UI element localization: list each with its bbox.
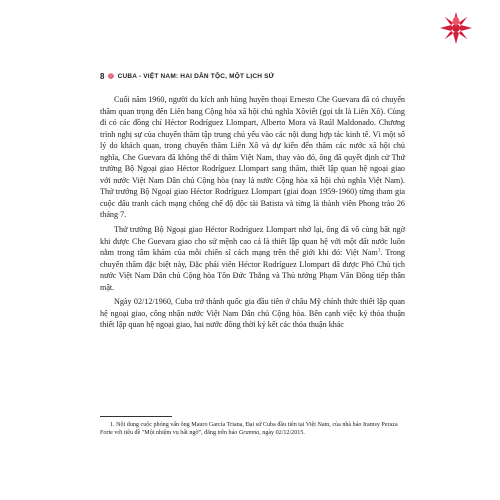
footnote	[100, 421, 405, 437]
paragraph-2-lead: Thứ trưởng Bộ Ngoại giao Héctor Rodríguez Llompart nhớ lại, ông đã vô cùng bất ngờ khi được Che Guevara giao cho sứ mệnh cao cả là thiết lập quan hệ với một đất nước luôn nằm trong tâm khảm của mỗi chiến sĩ cách mạng trên thế giới khi đó: Việt Nam	[100, 225, 405, 258]
paragraph-3: Ngày 02/12/1960, Cuba trở thành quốc gia đầu tiên ở châu Mỹ chính thức thiết lập quan hệ ngoại giao, công nhận nước Việt Nam Dân chủ Cộng hòa. Bên cạnh việc ký thỏa thuận thiết lập quan hệ ngoại giao, hai nước đồng thời ký kết các thỏa thuận khác	[100, 297, 405, 330]
body-text	[100, 94, 405, 331]
flower-ornament-icon: ❁	[107, 72, 115, 81]
page-number: 8	[100, 72, 105, 81]
footnote-divider	[100, 416, 172, 417]
footnote-reference: 1	[377, 248, 381, 254]
running-header	[100, 72, 274, 81]
paragraph-1: Cuối năm 1960, người du kích anh hùng huyền thoại Ernesto Che Guevara đã có chuyến thăm quan trọng đến Liên bang Cộng hòa xã hội chủ nghĩa Xôviết (gọi tắt là Liên Xô). Cùng đi có các đồng chí Héctor Rodríguez Llompart, Alberto Mora và Raúl Maldonado. Chương trình nghị sự của chuyến thăm tập trung chủ yếu vào các nội dung hợp tác kinh tế. Vì một số lý do khách quan, trong chuyến thăm Liên Xô và dự kiến đến thăm các nước xã hội chủ nghĩa, Che Guevara đã không thể đi thăm Việt Nam, thay vào đó, ông đã quyết định cử Thứ trưởng Bộ Ngoại giao Héctor Rodríguez Llompart sang thăm, thiết lập quan hệ ngoại giao với nước Việt Nam Dân chủ Cộng hòa (nay là nước Cộng hòa xã hội chủ nghĩa Việt Nam). Thứ trưởng Bộ Ngoại giao Héctor Rodríguez Llompart (giai đoạn 1959-1960) từng tham gia cuộc đấu tranh cách mạng chống chế độ độc tài Batista và từng là thành viên Phong trào 26 tháng 7.	[100, 95, 405, 220]
paragraph-2	[100, 224, 405, 293]
lotus-logo-icon	[438, 10, 474, 46]
footnote-text-a: Nội dung cuộc phỏng vấn ông Mauro García Triana, Đại sứ Cuba đầu tiên tại Việt Nam, của nhà báo Iramsy Peraza Forte với tiêu đề "Một nhiệm vụ bất ngờ", đăng trên báo	[100, 422, 398, 437]
footnote-source: Granma	[238, 430, 260, 437]
paragraph-2-rest: . Trong chuyến thăm đặc biệt này, Đặc phái viên Héctor Rodríguez Llompart đã được Phó Chủ tịch nước Việt Nam Dân chủ Cộng hòa Tôn Đức Thắng và Thủ tướng Phạm Văn Đồng tiếp thân mật.	[100, 248, 405, 292]
footnote-text-b: , ngày 02/12/2015.	[259, 430, 305, 437]
footnote-number: 1.	[110, 422, 115, 428]
running-header-title: CUBA - VIỆT NAM: HAI DÂN TỘC, MỘT LỊCH SỬ	[117, 73, 275, 80]
